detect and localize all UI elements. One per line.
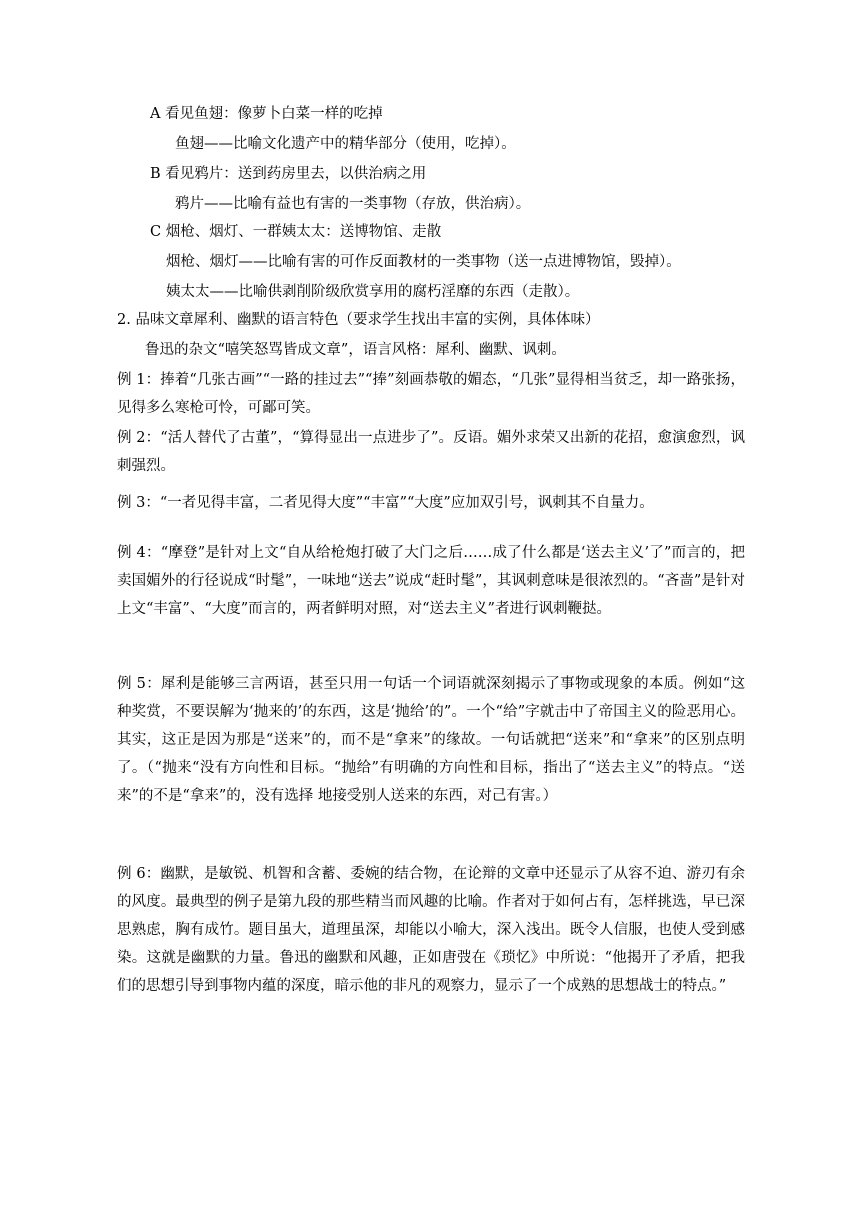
item-a-heading: A 看见鱼翅：像萝卜白菜一样的吃掉 [150,106,383,122]
example-4: 例 4：“摩登”是针对上文“自从给枪炮打破了大门之后……成了什么都是‘送去主义’了”而言的，把卖国媚外的行径说成“时髦”，一味地“送去”说成“赶时髦”，其讽刺意味是很浓烈的。“吝啬”是针对上文“丰富”、“大度”而言的，两者鲜明对照，对“送去主义”者进行讽刺鞭挞。 [117,545,745,617]
example-3: 例 3：“一者见得丰富，二者见得大度”“丰富”“大度”应加双引号，讽刺其不自量力。 [117,495,654,511]
item-c-explanation-2: 姨太太——比喻供剥削阶级欣赏享用的腐朽淫靡的东西（走散）。 [166,284,580,300]
item-c-explanation-1: 烟枪、烟灯——比喻有害的可作反面教材的一类事物（送一点进博物馆，毁掉）。 [166,254,681,270]
example-1: 例 1：捧着“几张古画”“一路的挂过去”“捧”刻画恭敬的媚态，“几张”显得相当贫乏，却一路张扬，见得多么寒枪可怜，可鄙可笑。 [117,372,745,416]
example-6: 例 6：幽默，是敏锐、机智和含蓄、委婉的结合物，在论辩的文章中还显示了从容不迫、游刃有余的风度。最典型的例子是第九段的那些精当而风趣的比喻。作者对于如何占有，怎样挑选，早已深思熟虑，胸有成竹。题目虽大，道理虽深，却能以小喻大，深入浅出。既令人信服，也使人受到感染。这就是幽默的力量。鲁迅的幽默和风趣，正如唐弢在《琐忆》中所说：“他揭开了矛盾，把我们的思想引导到事物内蕴的深度，暗示他的非凡的观察力，显示了一个成熟的思想战士的特点。” [117,866,745,994]
example-2: 例 2：“活人替代了古董”，“算得显出一点进步了”。反语。媚外求荣又出新的花招，愈演愈烈，讽刺强烈。 [117,430,745,474]
example-5: 例 5：犀利是能够三言两语，甚至只用一句话一个词语就深刻揭示了事物或现象的本质。例如“这种奖赏，不要误解为‘抛来的’的东西，这是‘抛给’的”。一个“给”字就击中了帝国主义的险恶用心。其实，这正是因为那是“送来”的，而不是“拿来”的缘故。一句话就把“送来”和“拿来”的区别点明了。（“抛来“没有方向性和目标。“抛给”有明确的方向性和目标，指出了“送去主义”的特点。“送来”的不是“拿来”的，没有选择 地接受别人送来的东西，对己有害。） [117,676,745,804]
item-b-heading: B 看见鸦片：送到药房里去，以供治病之用 [150,166,427,182]
section-2-heading: 2. 品味文章犀利、幽默的语言特色（要求学生找出丰富的实例，具体体味） [117,312,600,328]
item-a-explanation: 鱼翅——比喻文化遗产中的精华部分（使用，吃掉）。 [175,136,516,152]
item-b-explanation: 鸦片——比喻有益也有害的一类事物（存放，供治病）。 [175,196,531,212]
item-c-heading: C 烟枪、烟灯、一群姨太太：送博物馆、走散 [150,224,442,240]
section-2-intro: 鲁迅的杂文“嘻笑怒骂皆成文章”，语言风格：犀利、幽默、讽刺。 [145,342,566,358]
